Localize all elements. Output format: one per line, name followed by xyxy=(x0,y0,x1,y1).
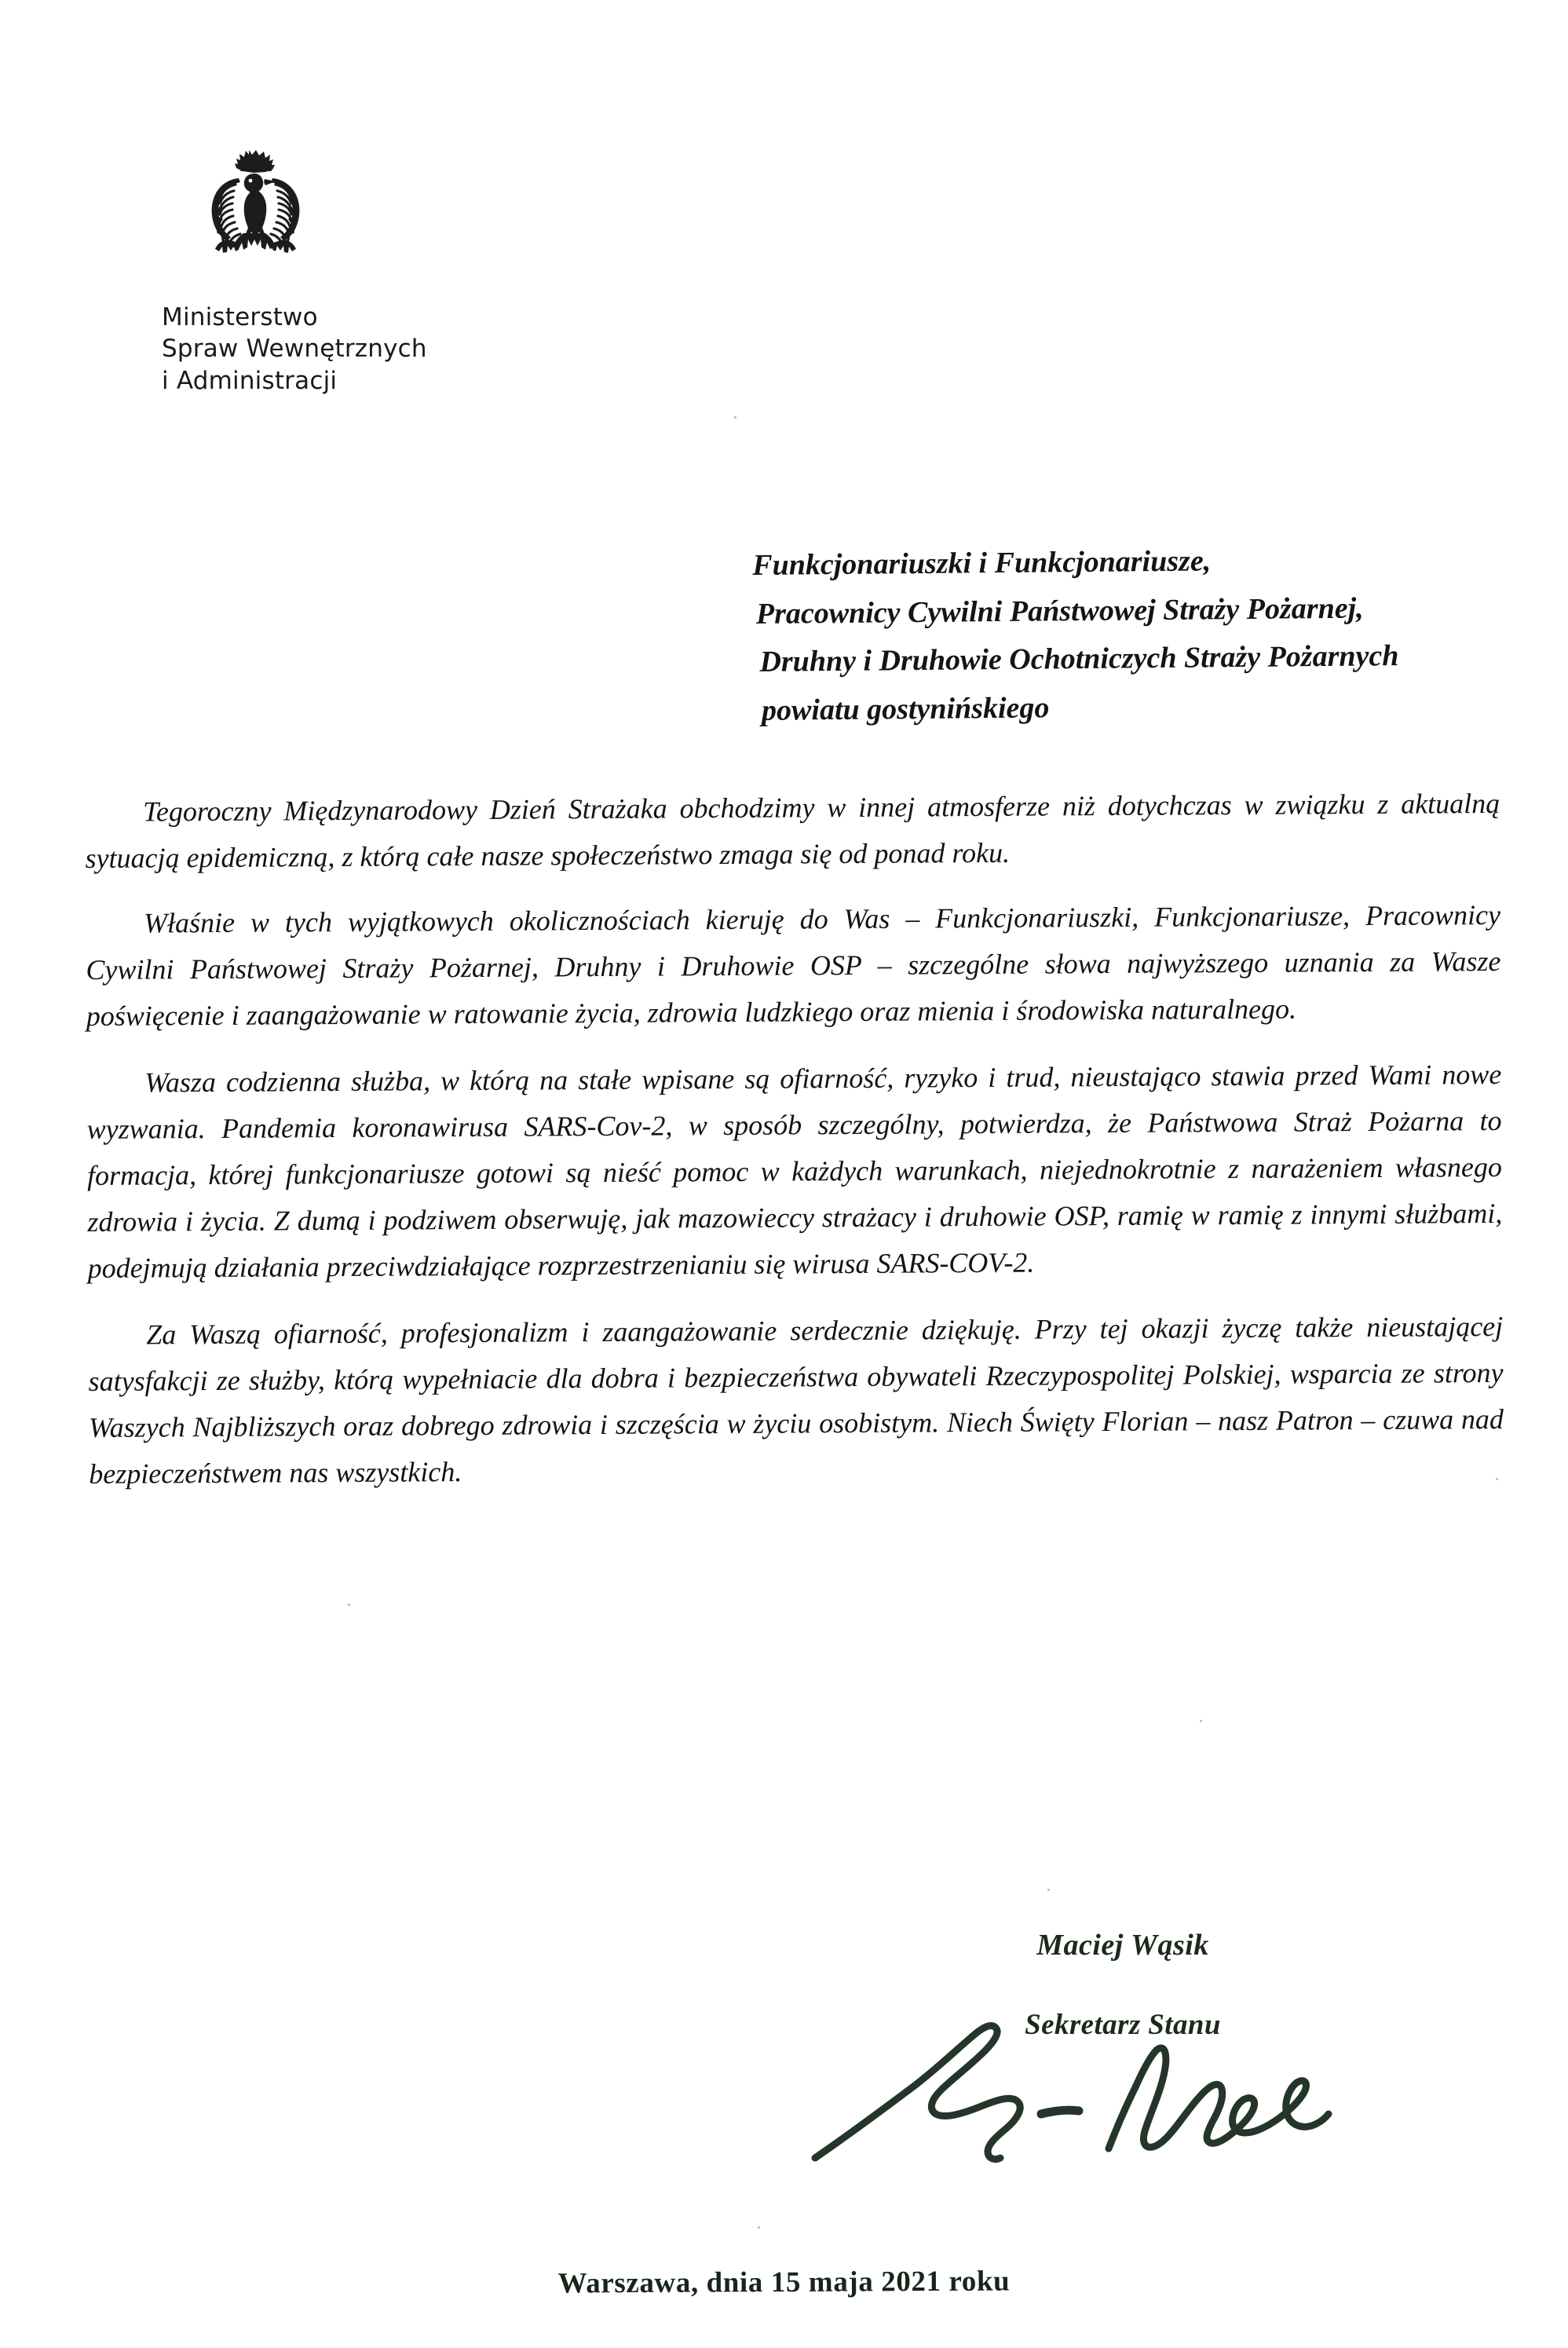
ministry-line-1: Ministerstwo xyxy=(162,303,318,331)
scan-speck xyxy=(734,416,736,419)
addressee-line-4: powiatu gostynińskiego xyxy=(761,691,1050,727)
scan-speck xyxy=(348,1604,350,1606)
signatory-title: Sekretarz Stanu xyxy=(1025,2009,1221,2041)
addressee-line-2: Pracownicy Cywilni Państwowej Straży Pożarnej, xyxy=(755,591,1364,631)
letterhead xyxy=(118,145,526,397)
body-paragraph-1: Tegoroczny Międzynarodowy Dzień Strażaka obchodzimy w innej atmosferze niż dotychczas w związku z aktualną sytuacją epidemiczną, z którą całe nasze społeczeństwo zmaga się od ponad roku. xyxy=(85,787,1500,875)
ministry-line-3: i Administracji xyxy=(162,366,338,395)
polish-eagle-emblem xyxy=(187,145,324,291)
scan-speck xyxy=(1047,1889,1050,1891)
addressee-line-3: Druhny i Druhowie Ochotniczych Straży Pożarnych xyxy=(759,639,1399,679)
signature-block xyxy=(903,1928,1343,2042)
scan-speck xyxy=(1200,1720,1202,1722)
footer-place-date: Warszawa, dnia 15 maja 2021 roku xyxy=(557,2265,1011,2300)
ministry-line-2: Spraw Wewnętrznych xyxy=(162,335,427,364)
letter-body xyxy=(85,781,1504,1518)
addressee-block xyxy=(752,534,1539,735)
body-paragraph-4: Za Waszą ofiarność, profesjonalizm i zaangażowanie serdecznie dziękuję. Przy tej okazji życzę także nieustającej satysfakcji ze służby, którą wypełniacie dla dobra i bezpieczeństwa obywateli Rzeczypospolitej Polskiej, wsparcia ze strony Waszych Najbliższych oraz dobrego zdrowia i szczęścia w życiu osobistym. Niech Święty Florian – nasz Patron – czuwa nad bezpieczeństwem nas wszystkich. xyxy=(88,1311,1504,1490)
body-paragraph-2: Właśnie w tych wyjątkowych okolicznościach kieruję do Was – Funkcjonariuszki, Funkcjonariusze, Pracownicy Cywilni Państwowej Straży Pożarnej, Druhny i Druhowie OSP – szczególne słowa najwyższego uznania za Wasze poświęcenie i zaangażowanie w ratowanie życia, zdrowia ludzkiego oraz mienia i środowiska naturalnego. xyxy=(86,899,1501,1033)
body-paragraph-3: Wasza codzienna służba, w którą na stałe wpisane są ofiarność, ryzyko i trud, nieustająco stawia przed Wami nowe wyzwania. Pandemia koronawirusa SARS-Cov-2, w sposób szczególny, potwierdza, że Państwowa Straż Pożarna to formacja, której funkcjonariusze gotowi są nieść pomoc w każdych warunkach, niejednokrotnie z narażeniem własnego zdrowia i życia. Z dumą i podziwem obserwuję, jak mazowieccy strażacy i druhowie OSP, ramię w ramię z innymi służbami, podejmują działania przeciwdziałające rozprzestrzenianiu się wirusa SARS-COV-2. xyxy=(86,1059,1503,1285)
addressee-line-1: Funkcjonariuszki i Funkcjonariusze, xyxy=(752,544,1212,582)
signatory-name: Maciej Wąsik xyxy=(1036,1929,1209,1962)
ministry-name xyxy=(118,302,526,397)
scan-speck xyxy=(758,2226,760,2229)
scan-speck xyxy=(1496,1478,1498,1480)
